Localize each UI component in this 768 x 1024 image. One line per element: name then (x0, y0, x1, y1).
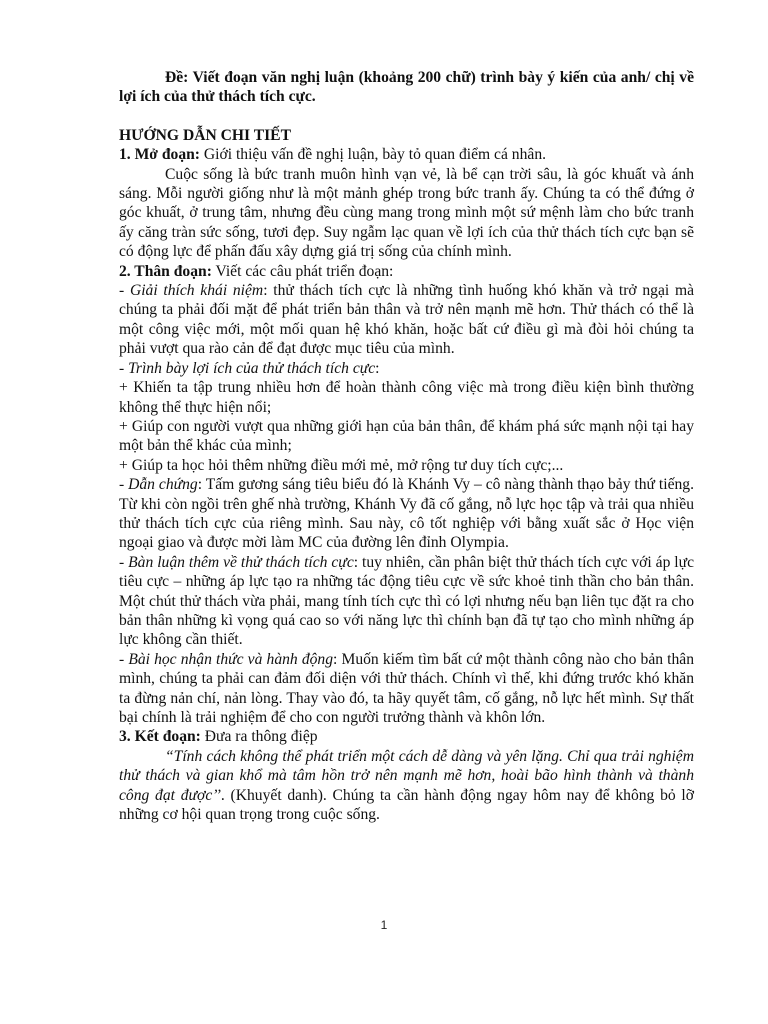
benefit-item: + Giúp ta học hỏi thêm những điều mới mẻ, mở rộng tư duy tích cực;... (119, 456, 564, 474)
section-2-heading (119, 262, 694, 281)
guide-heading: HƯỚNG DẪN CHI TIẾT (119, 126, 291, 144)
benefits-colon: : (375, 359, 380, 377)
benefits-heading (119, 359, 694, 378)
conclusion-paragraph (119, 747, 694, 825)
section-3-label: 3. Kết đoạn: (119, 728, 201, 746)
document-page (119, 68, 694, 824)
definition-paragraph (119, 281, 694, 359)
discussion-text: : tuy nhiên, cần phân biệt thử thách tích cực với áp lực tiêu cực – những áp lực tạo ra những tác động tiêu cực về sức khoẻ tinh thần cho bản thân. Một chút thử thách vừa phải, mang tính tích cực thì có lợi nhưng nếu bạn liên tục đặt ra cho bản thân những kì vọng quá cao so với năng lực thì chính bạn đã tự tạo cho mình những áp lực không cần thiết. (119, 553, 695, 649)
evidence-text: : Tấm gương sáng tiêu biểu đó là Khánh Vy – cô nàng thành thạo bảy thứ tiếng. Từ khi còn ngồi trên ghế nhà trường, Khánh Vy đã cố gắng, nỗ lực học tập và trải qua nhiều thử thách tích cực của riêng mình. Sau này, cô tốt nghiệp với bằng xuất sắc ở Học viện ngoại giao và được mời làm MC của đường lên đỉnh Olympia. (119, 476, 695, 552)
page-number: 1 (380, 918, 388, 932)
evidence-label: Dẫn chứng (128, 476, 198, 494)
definition-text: : thử thách tích cực là những tình huống khó khăn và trở ngại mà chúng ta phải đối mặt để phát triển bản thân và trở nên mạnh mẽ hơn. Thử thách có thể là một công việc mới, một mối quan hệ khó khăn, hoặc bất cứ điều gì mà đòi hỏi chúng ta phải vượt qua rào cản để đạt được mục tiêu của mình. (119, 282, 695, 358)
dash: - (119, 282, 130, 300)
section-3-heading (119, 727, 694, 746)
evidence-paragraph (119, 475, 694, 553)
spacer (119, 107, 694, 126)
definition-label: Giải thích khái niệm (129, 282, 264, 300)
section-2-label: 2. Thân đoạn: (119, 262, 212, 280)
assignment-title: Đề: Viết đoạn văn nghị luận (khoảng 200 chữ) trình bày ý kiến của anh/ chị về lợi ích của thử thách tích cực. (119, 69, 694, 106)
discussion-paragraph (119, 553, 694, 650)
dash: - (119, 359, 129, 377)
dash: - (119, 553, 129, 571)
benefit-item: + Khiến ta tập trung nhiều hơn để hoàn thành công việc mà trong điều kiện bình thường không thể thực hiện nổi; (119, 379, 694, 416)
lesson-paragraph (119, 650, 694, 728)
benefits-label: Trình bày lợi ích của thử thách tích cực (128, 359, 376, 377)
discussion-label: Bàn luận thêm về thử thách tích cực (128, 553, 354, 571)
lesson-text: : Muốn kiếm tìm bất cứ một thành công nào cho bản thân mình, chúng ta phải can đảm đối diện với thử thách. Chính vì thế, khi đứng trước khó khăn ta đừng nản chí, nản lòng. Thay vào đó, ta hãy quyết tâm, cố gắng, nỗ lực hết mình. Sự thất bại chính là trải nghiệm để cho con người trưởng thành và khôn lớn. (119, 650, 694, 726)
benefit-item: + Giúp con người vượt qua những giới hạn của bản thân, để khám phá sức mạnh nội tại hay một bản thể khác của mình; (119, 417, 694, 455)
section-2-text: Viết các câu phát triển đoạn: (211, 262, 394, 280)
quote: “Tính cách không thể phát triển một cách dễ dàng và yên lặng. Chỉ qua trải nghiệm thử thách và gian khổ mà tâm hồn trở nên mạnh mẽ hơn, hoài bão hình thành và thành công đạt được’’ (119, 747, 694, 804)
section-1-paragraph: Cuộc sống là bức tranh muôn hình vạn vẻ, là bể cạn trời sâu, là góc khuất và ánh sáng. Mỗi người giống như là một mảnh ghép trong bức tranh ấy. Chúng ta có thể đứng ở góc khuất, ở trung tâm, nhưng đều cùng mang trong mình một sứ mệnh làm cho bức tranh ấy căng tràn sức sống, tươi đẹp. Suy ngẫm lạc quan về lợi ích của thử thách tích cực bạn sẽ có động lực để phấn đấu xây dựng giá trị sống của chính mình. (119, 165, 694, 261)
section-1-label: 1. Mở đoạn: (119, 146, 200, 164)
lesson-label: Bài học nhận thức và hành động (128, 650, 334, 668)
dash: - (119, 476, 129, 494)
section-3-text: Đưa ra thông điệp (200, 728, 318, 746)
conclusion-text: . (Khuyết danh). Chúng ta cần hành động ngay hôm nay để không bỏ lỡ những cơ hội quan trọng trong cuộc sống. (119, 786, 694, 824)
section-1-heading (119, 145, 694, 164)
dash: - (119, 650, 129, 668)
section-1-text: Giới thiệu vấn đề nghị luận, bày tỏ quan điểm cá nhân. (199, 146, 547, 164)
